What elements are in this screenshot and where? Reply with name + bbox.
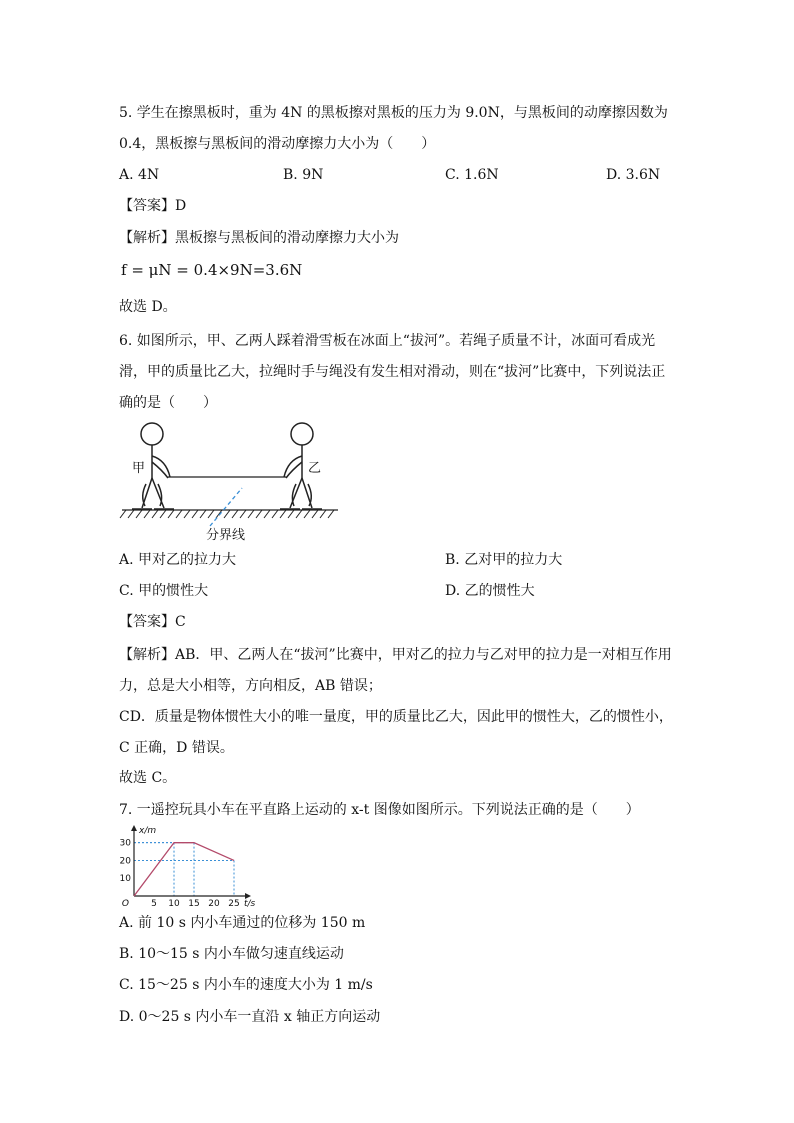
q5-option-b: B. 9N xyxy=(283,167,324,183)
q5-answer: 【答案】D xyxy=(119,198,187,214)
q6-analysis-line3: CD．质量是物体惯性大小的唯一量度，甲的质量比乙大，因此甲的惯性大，乙的惯性小， xyxy=(119,709,673,725)
label-boundary: 分界线 xyxy=(206,528,246,543)
q6-option-c: C. 甲的惯性大 xyxy=(119,583,209,599)
boundary-dashed-line xyxy=(210,488,242,526)
q6-conclusion: 故选 C。 xyxy=(119,770,177,786)
y-tick-label: 20 xyxy=(119,856,131,867)
q6-option-d: D. 乙的惯性大 xyxy=(445,583,535,599)
xt-graph xyxy=(116,824,256,908)
q6-analysis-line2: 力，总是大小相等，方向相反，AB 错误； xyxy=(119,678,382,694)
y-tick-label: 10 xyxy=(119,874,131,885)
q6-option-b: B. 乙对甲的拉力大 xyxy=(445,552,563,568)
q5-stem-line2: 0.4，黑板擦与黑板间的滑动摩擦力大小为（ ） xyxy=(119,136,436,152)
q6-stem-line2: 滑，甲的质量比乙大，拉绳时手与绳没有发生相对滑动，则在“拔河”比赛中，下列说法正 xyxy=(119,364,666,380)
tug-of-war-figure xyxy=(118,418,348,546)
q7-option-d: D. 0～25 s 内小车一直沿 x 轴正方向运动 xyxy=(119,1009,381,1025)
x-tick-label: 5 xyxy=(151,899,157,908)
q5-formula: f = μN = 0.4×9N=3.6N xyxy=(121,261,303,279)
q7-stem: 7. 一遥控玩具小车在平直路上运动的 x-t 图像如图所示。下列说法正确的是（ ） xyxy=(119,802,640,818)
y-tick-label: 30 xyxy=(119,838,131,849)
x-tick-label: 25 xyxy=(228,899,240,908)
q6-answer: 【答案】C xyxy=(119,614,186,630)
q7-option-c: C. 15～25 s 内小车的速度大小为 1 m/s xyxy=(119,977,373,993)
q5-analysis: 【解析】黑板擦与黑板间的滑动摩擦力大小为 xyxy=(119,230,399,246)
ground-hatching xyxy=(120,510,334,518)
x-tick-label: 20 xyxy=(208,899,220,908)
y-axis-label: x/m xyxy=(139,826,157,836)
q6-stem-line3: 确的是（ ） xyxy=(119,395,217,411)
label-jia: 甲 xyxy=(132,461,146,476)
q5-option-c: C. 1.6N xyxy=(445,167,499,183)
x-tick-label: 15 xyxy=(188,899,200,908)
q7-option-a: A. 前 10 s 内小车通过的位移为 150 m xyxy=(119,915,366,931)
q6-option-a: A. 甲对乙的拉力大 xyxy=(119,552,237,568)
y-axis-arrow xyxy=(131,825,137,831)
xt-series-line xyxy=(134,843,234,896)
x-axis-label: t/s xyxy=(244,899,256,908)
q6-analysis-line4: C 正确，D 错误。 xyxy=(119,740,234,756)
q5-conclusion: 故选 D。 xyxy=(119,299,177,315)
q6-stem-line1: 6. 如图所示，甲、乙两人踩着滑雪板在冰面上“拔河”。若绳子质量不计，冰面可看成光 xyxy=(119,333,656,349)
origin-label: O xyxy=(121,899,129,908)
q6-analysis-line1: 【解析】AB．甲、乙两人在“拔河”比赛中，甲对乙的拉力与乙对甲的拉力是一对相互作用 xyxy=(119,647,672,663)
q7-option-b: B. 10～15 s 内小车做匀速直线运动 xyxy=(119,946,344,962)
q5-option-d: D. 3.6N xyxy=(606,167,661,183)
q5-option-a: A. 4N xyxy=(119,167,160,183)
label-yi: 乙 xyxy=(308,461,322,476)
q5-stem-line1: 5. 学生在擦黑板时，重为 4N 的黑板擦对黑板的压力为 9.0N，与黑板间的动摩擦因数为 xyxy=(119,105,668,121)
x-tick-label: 10 xyxy=(168,899,180,908)
